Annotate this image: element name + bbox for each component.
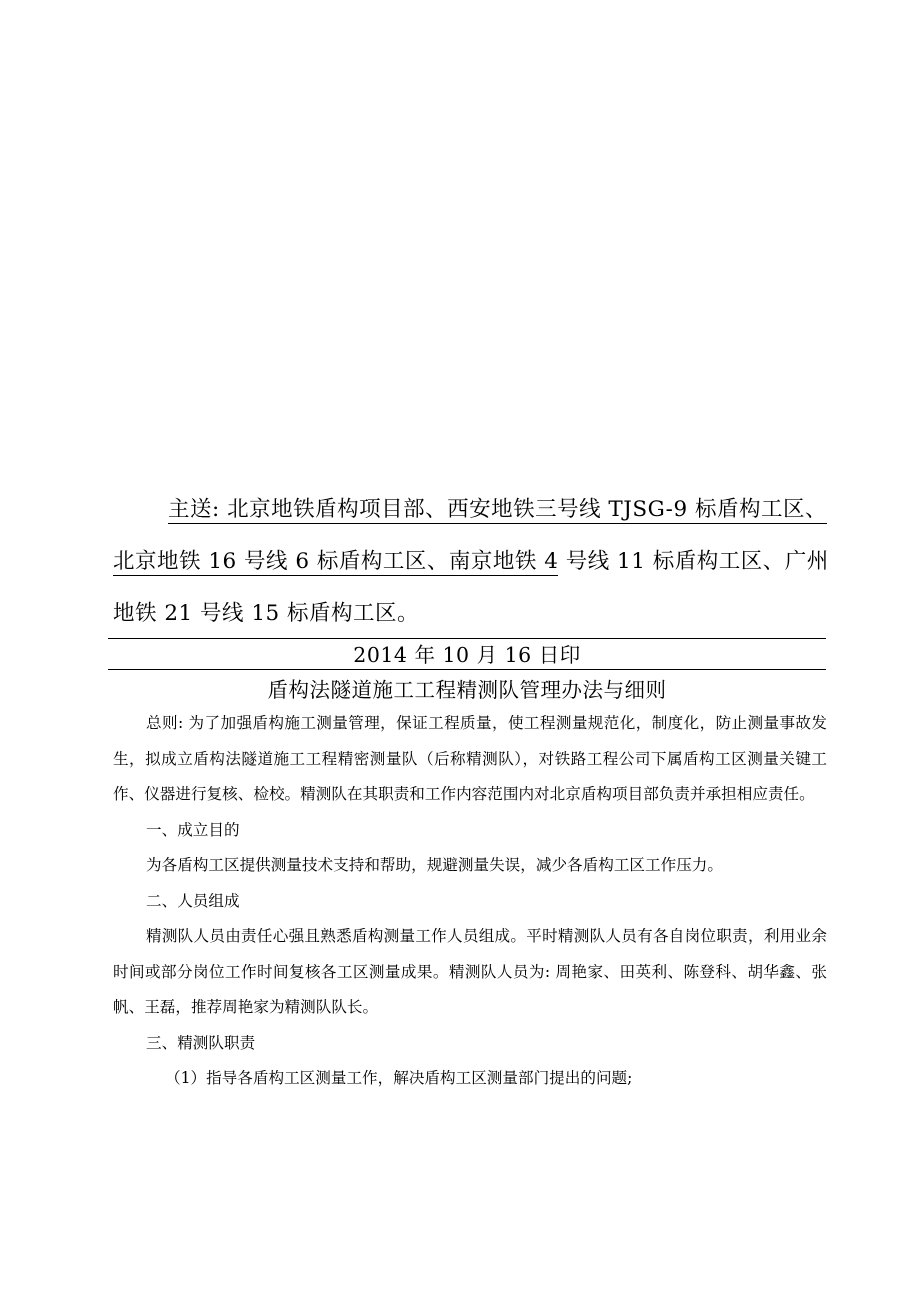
send-to-recipients-1: 主送: 北京地铁盾构项目部、西安地铁三号线 TJSG-9 标盾构工区、 xyxy=(168,497,827,522)
print-date: 2014 年 10 月 16 日印 xyxy=(353,643,581,667)
section-2-body: 精测队人员由责任心强且熟悉盾构测量工作人员组成。平时精测队人员有各自岗位职责，利用业余时间或部分岗位工作时间复核各工区测量成果。精测队人员为: 周艳家、田英利、陈登科、胡华鑫、张帆、王磊，推荐周艳家为精测队队长。 xyxy=(113,927,827,1016)
send-to-line-1 xyxy=(113,484,833,536)
document-title: 盾构法隧道施工工程精测队管理办法与细则 xyxy=(267,678,667,702)
general-paragraph: 总则: 为了加强盾构施工测量管理，保证工程质量，使工程测量规范化，制度化，防止测量事故发生，拟成立盾构法隧道施工工程精密测量队（后称精测队），对铁路工程公司下属盾构工区测量关键工作、仪器进行复核、检校。精测队在其职责和工作内容范围内对北京盾构项目部负责并承担相应责任。 xyxy=(113,714,827,803)
date-rule xyxy=(108,669,826,670)
section-1-heading: 一、成立目的 xyxy=(146,820,240,839)
send-to-line-3 xyxy=(113,588,833,640)
send-to-recipients-2-rest: 号线 11 标盾构工区、广州 xyxy=(558,549,829,574)
send-to-block xyxy=(113,484,833,640)
section-2-heading: 二、人员组成 xyxy=(146,891,240,910)
send-to-recipients-2-underlined: 北京地铁 16 号线 6 标盾构工区、南京地铁 4 xyxy=(113,549,559,574)
top-rule xyxy=(108,638,826,639)
section-3-item-1: （1）指导各盾构工区测量工作，解决盾构工区测量部门提出的问题; xyxy=(165,1069,633,1087)
send-to-recipients-3: 地铁 21 号线 15 标盾构工区。 xyxy=(113,601,420,626)
document-body xyxy=(113,706,827,1097)
section-1-body: 为各盾构工区提供测量技术支持和帮助，规避测量失误，减少各盾构工区工作压力。 xyxy=(146,856,723,874)
section-3-heading: 三、精测队职责 xyxy=(146,1033,256,1052)
send-to-line-2 xyxy=(113,536,833,588)
